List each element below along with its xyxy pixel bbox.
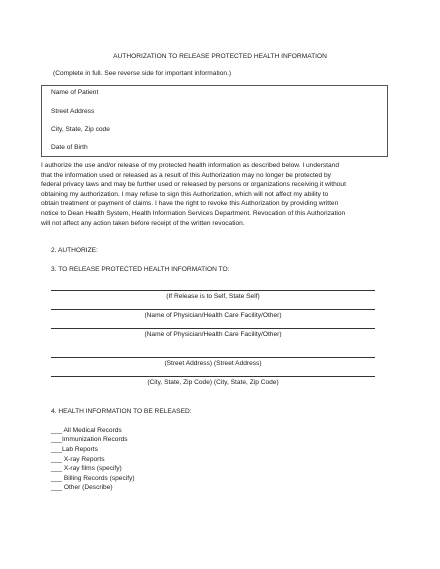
checklist-item-xray-films[interactable]: ___ X-ray films (specify) xyxy=(51,465,122,472)
release-to-caption: (Name of Physician/Health Care Facility/Other) xyxy=(144,331,282,338)
paragraph-line: obtain treatment or payment of claims. I have the right to revoke this Authorization by providing written xyxy=(41,200,339,208)
paragraph-line: that the information used or released as a result of this Authorization may no longer be protected by xyxy=(41,171,331,179)
document-title: AUTHORIZATION TO RELEASE PROTECTED HEALTH INFORMATION xyxy=(113,53,327,60)
section4-label: 4. HEALTH INFORMATION TO BE RELEASED: xyxy=(51,408,192,415)
checklist-item-xray-reports[interactable]: ___ X-ray Reports xyxy=(51,456,105,463)
release-to-blank-line[interactable] xyxy=(51,309,375,310)
checklist-item-immunization[interactable]: ___Immunization Records xyxy=(51,436,128,443)
authorization-paragraph xyxy=(41,161,391,228)
checklist-item-medical-records[interactable]: ___ All Medical Records xyxy=(51,427,122,434)
release-to-caption: (Street Address) (Street Address) xyxy=(164,360,262,367)
patient-street-field[interactable]: Street Address xyxy=(51,108,95,115)
release-to-blank-line[interactable] xyxy=(51,290,375,291)
paragraph-line: obtaining my authorization. I may refuse to sign this Authorization, which will not affect my ability to xyxy=(41,190,329,198)
release-to-label: 3. TO RELEASE PROTECTED HEALTH INFORMATION TO: xyxy=(51,266,230,273)
paragraph-line: federal privacy laws and may be further used or released by persons or organizations receiving it without xyxy=(41,181,346,189)
patient-name-field[interactable]: Name of Patient xyxy=(51,89,99,96)
patient-dob-field[interactable]: Date of Birth xyxy=(51,144,88,151)
paragraph-line: I authorize the use and/or release of my protected health information as described below. I understand xyxy=(41,162,339,169)
paragraph-line: will not affect any action taken before receipt of the written revocation. xyxy=(41,219,245,227)
patient-city-field[interactable]: City, State, Zip code xyxy=(51,126,110,133)
release-to-blank-line[interactable] xyxy=(51,376,375,377)
release-to-blank-line[interactable] xyxy=(51,328,375,329)
checklist-item-billing[interactable]: ___ Billing Records (specify) xyxy=(51,475,135,482)
release-to-caption: (City, State, Zip Code) (City, State, Zip Code) xyxy=(147,379,279,386)
release-to-blank-line[interactable] xyxy=(51,357,375,358)
release-to-caption: (If Release is to Self, State Self) xyxy=(166,293,260,300)
release-to-caption: (Name of Physician/Health Care Facility/Other) xyxy=(144,312,282,319)
intro-note: (Complete in full. See reverse side for important information.) xyxy=(53,70,232,77)
paragraph-line: notice to Dean Health System, Health Information Services Department. Revocation of this Authorization xyxy=(41,209,346,217)
checklist-item-lab-reports[interactable]: ___Lab Reports xyxy=(51,446,98,453)
checklist-item-other[interactable]: ___ Other (Describe) xyxy=(51,484,113,491)
authorize-label: 2. AUTHORIZE: xyxy=(51,247,98,254)
